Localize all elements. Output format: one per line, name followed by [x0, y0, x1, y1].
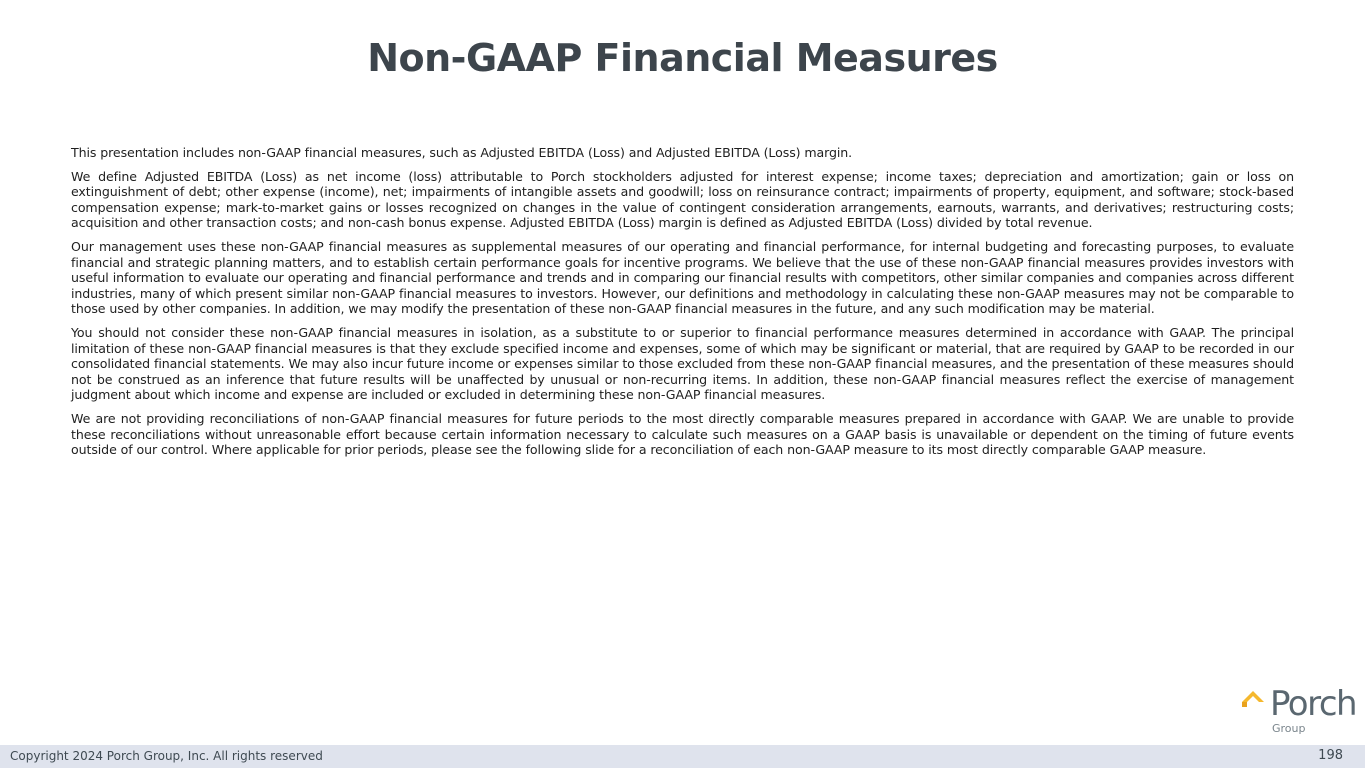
paragraph-management-use: Our management uses these non-GAAP financial measures as supplemental measures of our operating and financial performance, for internal budgeting and forecasting purposes, to evaluate financial and strategic planning matters, and to establish certain performance goals for incentive programs. We believe that the use of these non-GAAP financial measures provides investors with useful information to evaluate our operating and financial performance and trends and in comparing our financial results with competitors, other similar companies and companies across different industries, many of which present similar non-GAAP financial measures to investors. However, our definitions and methodology in calculating these non-GAAP measures may not be comparable to those used by other companies. In addition, we may modify the presentation of these non-GAAP financial measures in the future, and any such modification may be material. — [71, 238, 1294, 317]
page-number: 198 — [1318, 748, 1343, 763]
copyright-text: Copyright 2024 Porch Group, Inc. All rights reserved — [10, 749, 323, 763]
paragraph-reconciliation: We are not providing reconciliations of non-GAAP financial measures for future periods to the most directly comparable measures prepared in accordance with GAAP. We are unable to provide these reconciliations without unreasonable effort because certain information necessary to calculate such measures on a GAAP basis is unavailable or dependent on the timing of future events outside of our control. Where applicable for prior periods, please see the following slide for a reconciliation of each non-GAAP measure to its most directly comparable GAAP measure. — [71, 410, 1294, 458]
porch-group-logo — [1240, 684, 1360, 740]
footer-bar — [0, 745, 1365, 768]
logo-subtext: Group — [1272, 722, 1306, 735]
paragraph-intro: This presentation includes non-GAAP financial measures, such as Adjusted EBITDA (Loss) and Adjusted EBITDA (Loss) margin. — [71, 145, 853, 160]
paragraph-limitations: You should not consider these non-GAAP financial measures in isolation, as a substitute to or superior to financial performance measures determined in accordance with GAAP. The principal limitation of these non-GAAP financial measures is that they exclude specified income and expenses, some of which may be significant or material, that are required by GAAP to be recorded in our consolidated financial statements. We may also incur future income or expenses similar to those excluded from these non-GAAP financial measures, and the presentation of these measures should not be construed as an inference that future results will be unaffected by unusual or non-recurring items. In addition, these non-GAAP financial measures reflect the exercise of management judgment about which income and expense are included or excluded in determining these non-GAAP financial measures. — [71, 324, 1294, 403]
slide-title: Non-GAAP Financial Measures — [367, 36, 998, 80]
paragraph-definition: We define Adjusted EBITDA (Loss) as net income (loss) attributable to Porch stockholders adjusted for interest expense; income taxes; depreciation and amortization; gain or loss on extinguishment of debt; other expense (income), net; impairments of intangible assets and goodwill; loss on reinsurance contract; impairments of property, equipment, and software; stock-based compensation expense; mark-to-market gains or losses recognized on changes in the value of contingent consideration arrangements, earnouts, warrants, and derivatives; restructuring costs; acquisition and other transaction costs; and non-cash bonus expense. Adjusted EBITDA (Loss) margin is defined as Adjusted EBITDA (Loss) divided by total revenue. — [71, 168, 1294, 231]
disclaimer-body — [71, 145, 1294, 466]
porch-roof-icon — [1240, 690, 1266, 710]
logo-wordmark: Porch — [1270, 684, 1357, 724]
